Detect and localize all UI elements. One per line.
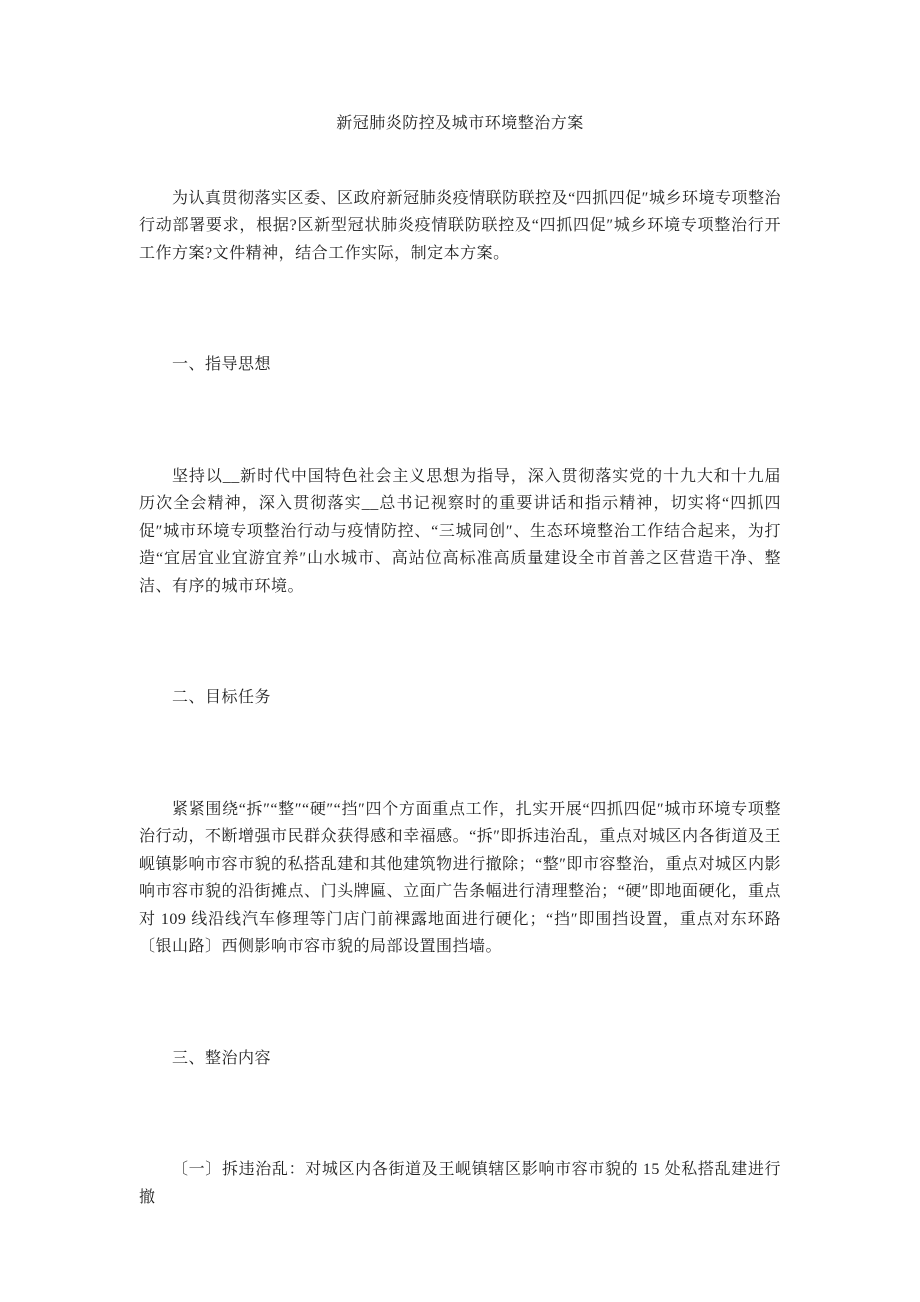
- document-body: [139, 185, 781, 1212]
- document-title: 新冠肺炎防控及城市环境整治方案: [336, 115, 584, 132]
- body-paragraph: 坚持以__新时代中国特色社会主义思想为指导，深入贯彻落实党的十九大和十九届历次全会精神，深入贯彻落实__总书记视察时的重要讲话和指示精神，切实将“四抓四促″城市环境专项整治行动与疫情防控、“三城同创″、生态环境整治工作结合起来，为打造“宜居宜业宜游宜养″山水城市、高站位高标准高质量建设全市首善之区营造干净、整洁、有序的城市环境。: [139, 467, 781, 595]
- section-heading: 一、指导思想: [172, 356, 272, 373]
- body-paragraph: 紧紧围绕“拆″“整″“硬″“挡″四个方面重点工作，扎实开展“四抓四促″城市环境专项整治行动，不断增强市民群众获得感和幸福感。“拆″即拆违治乱，重点对城区内各街道及王岘镇影响市容市貌的私搭乱建和其他建筑物进行撤除；“整″即市容整治，重点对城区内影响市容市貌的沿街摊点、门头牌匾、立面广告条幅进行清理整治；“硬″即地面硬化，重点对 109 线沿线汽车修理等门店门前裸露地面进行硬化；“挡″即围挡设置，重点对东环路〔银山路〕西侧影响市容市貌的局部设置围挡墙。: [139, 800, 781, 955]
- body-paragraph: 〔一〕拆违治乱：对城区内各街道及王岘镇辖区影响市容市貌的 15 处私搭乱建进行撤: [139, 1161, 781, 1206]
- section-heading: 三、整治内容: [172, 1049, 272, 1067]
- section-heading: 二、目标任务: [172, 689, 272, 706]
- body-paragraph: 为认真贯彻落实区委、区政府新冠肺炎疫情联防联控及“四抓四促″城乡环境专项整治行动部署要求，根据?区新型冠状肺炎疫情联防联控及“四抓四促″城乡环境专项整治行开工作方案?文件精神，结合工作实际，制定本方案。: [139, 189, 781, 262]
